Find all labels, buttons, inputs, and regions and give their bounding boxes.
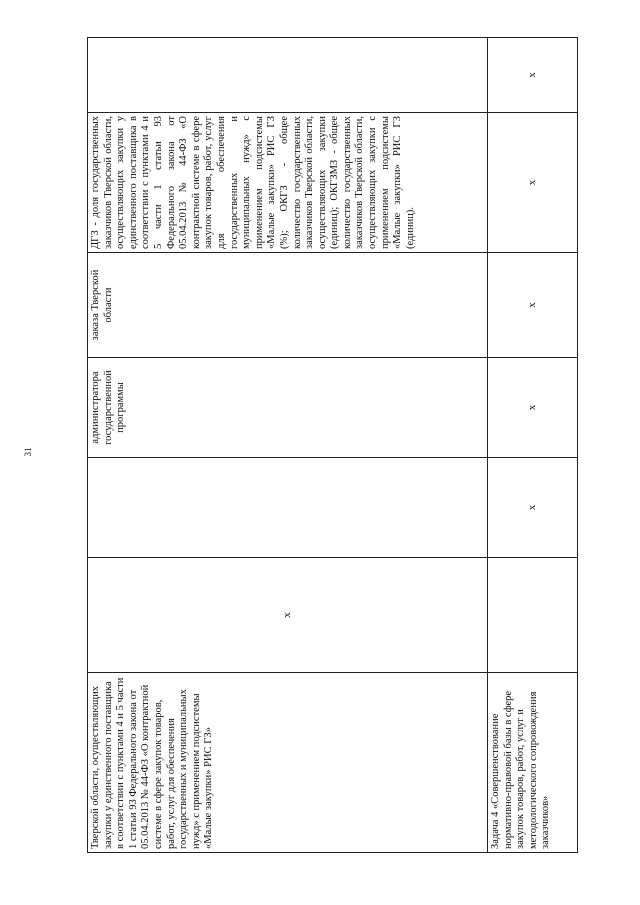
indicator-name-cell: Тверской области, осуществляющих закупки у единственного поставщика в соответствии с пунктами 4 и 5 части 1 статьи 93 Федерального закона от 05.04.2013 № 44-ФЗ «О контрактной системе в сфере закупок товаров, работ, услуг для обеспечения государственных и муниципальных нужд» с применением подсистемы «Малые закупки» РИС ГЗ» [88,673,488,853]
table-cell [88,38,488,113]
table-row [488,38,578,853]
table-cell: х [488,38,578,113]
table-cell [488,558,578,673]
table-cell: х [488,253,578,358]
table-cell: х [488,113,578,253]
table-cell: х [488,458,578,558]
page-number: 31 [23,447,33,457]
table-cell: х [88,558,488,673]
formula-description-cell: ДГЗ - доля государственных заказчиков Тверской области, осуществляющих закупки у единственного поставщика в соответствии с пунктами 4 и 5 части 1 статьи 93 Федерального закона от 05.04.2013 № 44-ФЗ «О контрактной системе в сфере закупок товаров, работ, услуг для обеспечения государственных и муниципальных нужд» с применением подсистемы «Малые закупки» РИС ГЗ (%); ОКГЗ - общее количество государственных заказчиков Тверской области, осуществляющих закупки (единиц); ОКГЗМЗ - общее количество государственных заказчиков Тверской области, осуществляющих закупки с применением подсистемы «Малые закупки» РИС ГЗ (единиц). [88,113,488,253]
table-cell [88,458,488,558]
table-cell: администратора государственной программы [88,358,488,458]
table-row [88,38,488,853]
table-cell: х [488,358,578,458]
indicator-table [87,37,578,853]
table-cell: заказа Тверской области [88,253,488,358]
task-name-cell: Задача 4 «Совершенствование нормативно-правовой базы в сфере закупок товаров, работ, услуг и методологического сопровождения заказчиков» [488,673,578,853]
rotated-table-container [87,38,577,853]
